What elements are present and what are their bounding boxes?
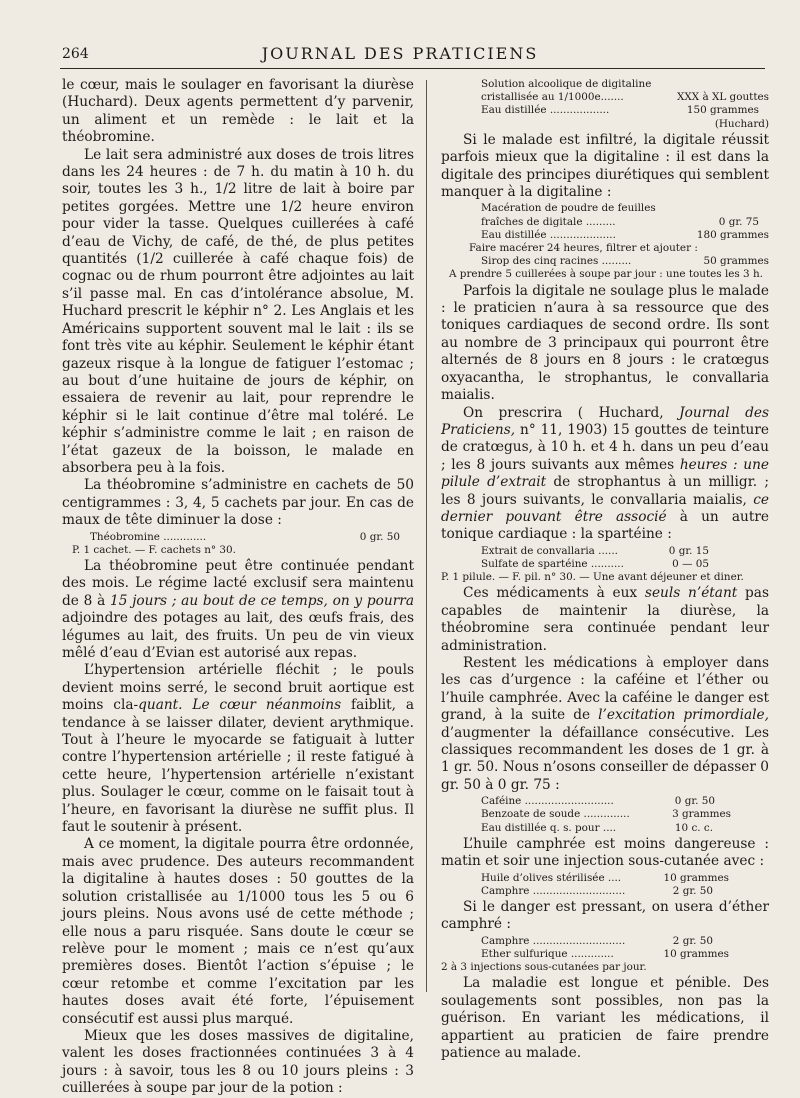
formula-author: (Huchard) [714, 117, 769, 130]
formula-convallaria: Extrait de convallaria ...... 0 gr. 15 Sulfate de spartéine .......... 0 — 05 P. 1 pilule. — F. pil. n° 30. — Une avant déjeuner et diner. [441, 544, 744, 584]
paragraph: L’hypertension artérielle fléchit ; le pouls devient moins serré, le second bruit aortique est moins cla-quant. Le cœur néanmoins faiblit, a tendance à se laisser dilater, devient arythmique. Tout à l’heure le myocarde se fatiguait à lutter contre l’hypertension artérielle ; il reste fatigué à cette heure, l’hypertension artérielle n’existant plus. Soulager le cœur, comme on le faisait tout à l’heure, en favorisant la diurèse ne suffit plus. Il faut le soutenir à présent. [62, 662, 414, 836]
paragraph: Mieux que les doses massives de digitaline, valent les doses fractionnées continuées 3 à 4 jours : à savoir, tous les 8 ou 10 jours pleins : 3 cuillerées à soupe par jour de la potion : [62, 1027, 414, 1097]
page-number: 264 [62, 46, 89, 62]
paragraph: La théobromine s’administre en cachets de 50 centigrammes : 3, 4, 5 cachets par jour. En cas de maux de tête diminuer la dose : [62, 477, 414, 529]
paragraph: Si le danger est pressant, on usera d’éther camphré : [441, 899, 769, 933]
paragraph: le cœur, mais le soulager en favorisant la diurèse (Huchard). Deux agents permettent d’y parvenir, un aliment et un remède : le lait et la théobromine. [62, 77, 414, 146]
header-rule [60, 68, 765, 69]
paragraph: L’huile camphrée est moins dangereuse : matin et soir une injection sous-cutanée avec : [441, 835, 769, 870]
paragraph: La théobromine peut être continuée pendant des mois. Le régime lacté exclusif sera maintenu de 8 à 15 jours ; au bout de ce temps, on y pourra adjoindre des potages au lait, des œufs frais, des légumes au lait, des fruits. Un peu de vin vieux mêlé d’eau d’Evian est autorisé aux repas. [62, 557, 414, 661]
formula-dose: 0 gr. 50 [359, 530, 400, 543]
paragraph: Si le malade est infiltré, la digitale réussit parfois mieux que la digitaline : il est dans la digitale des principes diurétiques qui semblent manquer à la digitaline : [441, 131, 769, 201]
formula-note: A prendre 5 cuillerées à soupe par jour : une toutes les 3 h. [449, 268, 763, 281]
paragraph: La maladie est longue et pénible. Des soulagements sont possibles, non pas la guérison. En variant les médications, il appartient au praticien de faire prendre patience au malade. [441, 975, 769, 1062]
formula-huile-camphree: Huile d’olives stérilisée .... 10 grammes Camphre ............................ 2 gr. 50 [481, 871, 729, 897]
paragraph: Parfois la digitale ne soulage plus le malade : le praticien n’aura à sa ressource que des toniques cardiaques de second ordre. Ils sont au nombre de 3 principaux qui pourront être alternés de 8 jours en 8 jours : le cratœgus oxyacantha, le strophantus, le convallaria maialis. [441, 282, 769, 404]
left-column [62, 77, 414, 1098]
formula-ether-camphre: Camphre ............................ 2 gr. 50 Ether sulfurique ............. 10 grammes 2 à 3 injections sous-cutanées par jour. [441, 934, 729, 974]
formula-digitaline: Solution alcoolique de digitaline cristallisée au 1/1000e....... XXX à XL gouttes Eau distillée .................. 150 grammes (Huchard) [441, 78, 769, 131]
formula-note: P. 1 cachet. — F. cachets n° 30. [72, 543, 236, 556]
formula-note: 2 à 3 injections sous-cutanées par jour. [441, 961, 647, 974]
paragraph: A ce moment, la digitale pourra être ordonnée, mais avec prudence. Des auteurs recommandent la digitaline à hautes doses : 50 gouttes de la solution cristallisée au 1/1000 tous les 5 ou 6 jours pleins. Nous avons usé de cette méthode ; elle nous a paru risquée. Sans doute le cœur se relève pour le moment ; mais ce n’est qu’aux premières doses. Bientôt l’action s’épuise ; le cœur retombe et comme l’excitation par les hautes doses avait été forte, l’épuisement consécutif est aussi plus marqué. [62, 836, 414, 1027]
formula-digitale: Macération de poudre de feuilles fraîches de digitale ......... 0 gr. 75 Eau distillée .................... 180 grammes Faire macérer 24 heures, filtrer et ajouter : Sirop des cinq racines ......... 50 grammes A prendre 5 cuillerées à soupe par jour : une toutes les 3 h. [449, 202, 769, 281]
paragraph: On prescrira ( Huchard, Journal des Praticiens, n° 11, 1903) 15 gouttes de teinture de cratœgus, à 10 h. et 4 h. dans un peu d’eau ; les 8 jours suivants aux mêmes heures : une pilule d’extrait de strophantus à un milligr. ; les 8 jours suivants, le convallaria maialis, ce dernier pouvant être associé à un autre tonique cardiaque : la spartéine : [441, 404, 769, 543]
formula-theobromine [62, 531, 414, 557]
formula-cafeine: Caféine ........................... 0 gr. 50 Benzoate de soude .............. 3 grammes Eau distillée q. s. pour .... 10 c. c. [481, 795, 731, 834]
paragraph: Restent les médications à employer dans les cas d’urgence : la caféine et l’éther ou l’huile camphrée. Avec la caféine le danger est grand, à la suite de l’excitation primordiale, d’augmenter la défaillance consécutive. Les classiques recommandent les doses de 1 gr. à 1 gr. 50. Nous n’osons conseiller de dépasser 0 gr. 50 à 0 gr. 75 : [441, 654, 769, 793]
page-header [0, 0, 800, 80]
journal-title: JOURNAL DES PRATICIENS [261, 44, 539, 63]
column-divider [426, 80, 427, 992]
paragraph: Le lait sera administré aux doses de trois litres dans les 24 heures : de 7 h. du matin à 10 h. du soir, toutes les 3 h., 1/2 litre de lait à boire par petites gorgées. Mettre une 1/2 heure environ pour vider la tasse. Quelques cuillerées à café d’eau de Vichy, de café, de thé, de plus petites quantités (1/2 cuillerée à café chaque fois) de cognac ou de rhum pourront être adjointes au lait s’il passe mal. En cas d’intolérance absolue, M. Huchard prescrit le képhir n° 2. Les Anglais et les Américains supportent souvent mal le lait : ils se font très vite au képhir. Seulement le képhir étant gazeux risque à la longue de fatiguer l’estomac ; au bout d’une huitaine de jours de képhir, on essaiera de revenir au lait, pour reprendre le képhir si le lait continue d’être mal toléré. Le képhir s’administre comme le lait ; en raison de l’état gazeux de la boisson, le malade en absorbera peu à la fois. [62, 146, 414, 476]
formula-ingredient: Théobromine ............. [90, 530, 207, 543]
formula-note: P. 1 pilule. — F. pil. n° 30. — Une avant déjeuner et diner. [441, 571, 744, 584]
right-column [441, 77, 769, 1063]
paragraph: Ces médicaments à eux seuls n’étant pas capables de maintenir la diurèse, la théobromine sera continuée pendant leur administration. [441, 585, 769, 654]
